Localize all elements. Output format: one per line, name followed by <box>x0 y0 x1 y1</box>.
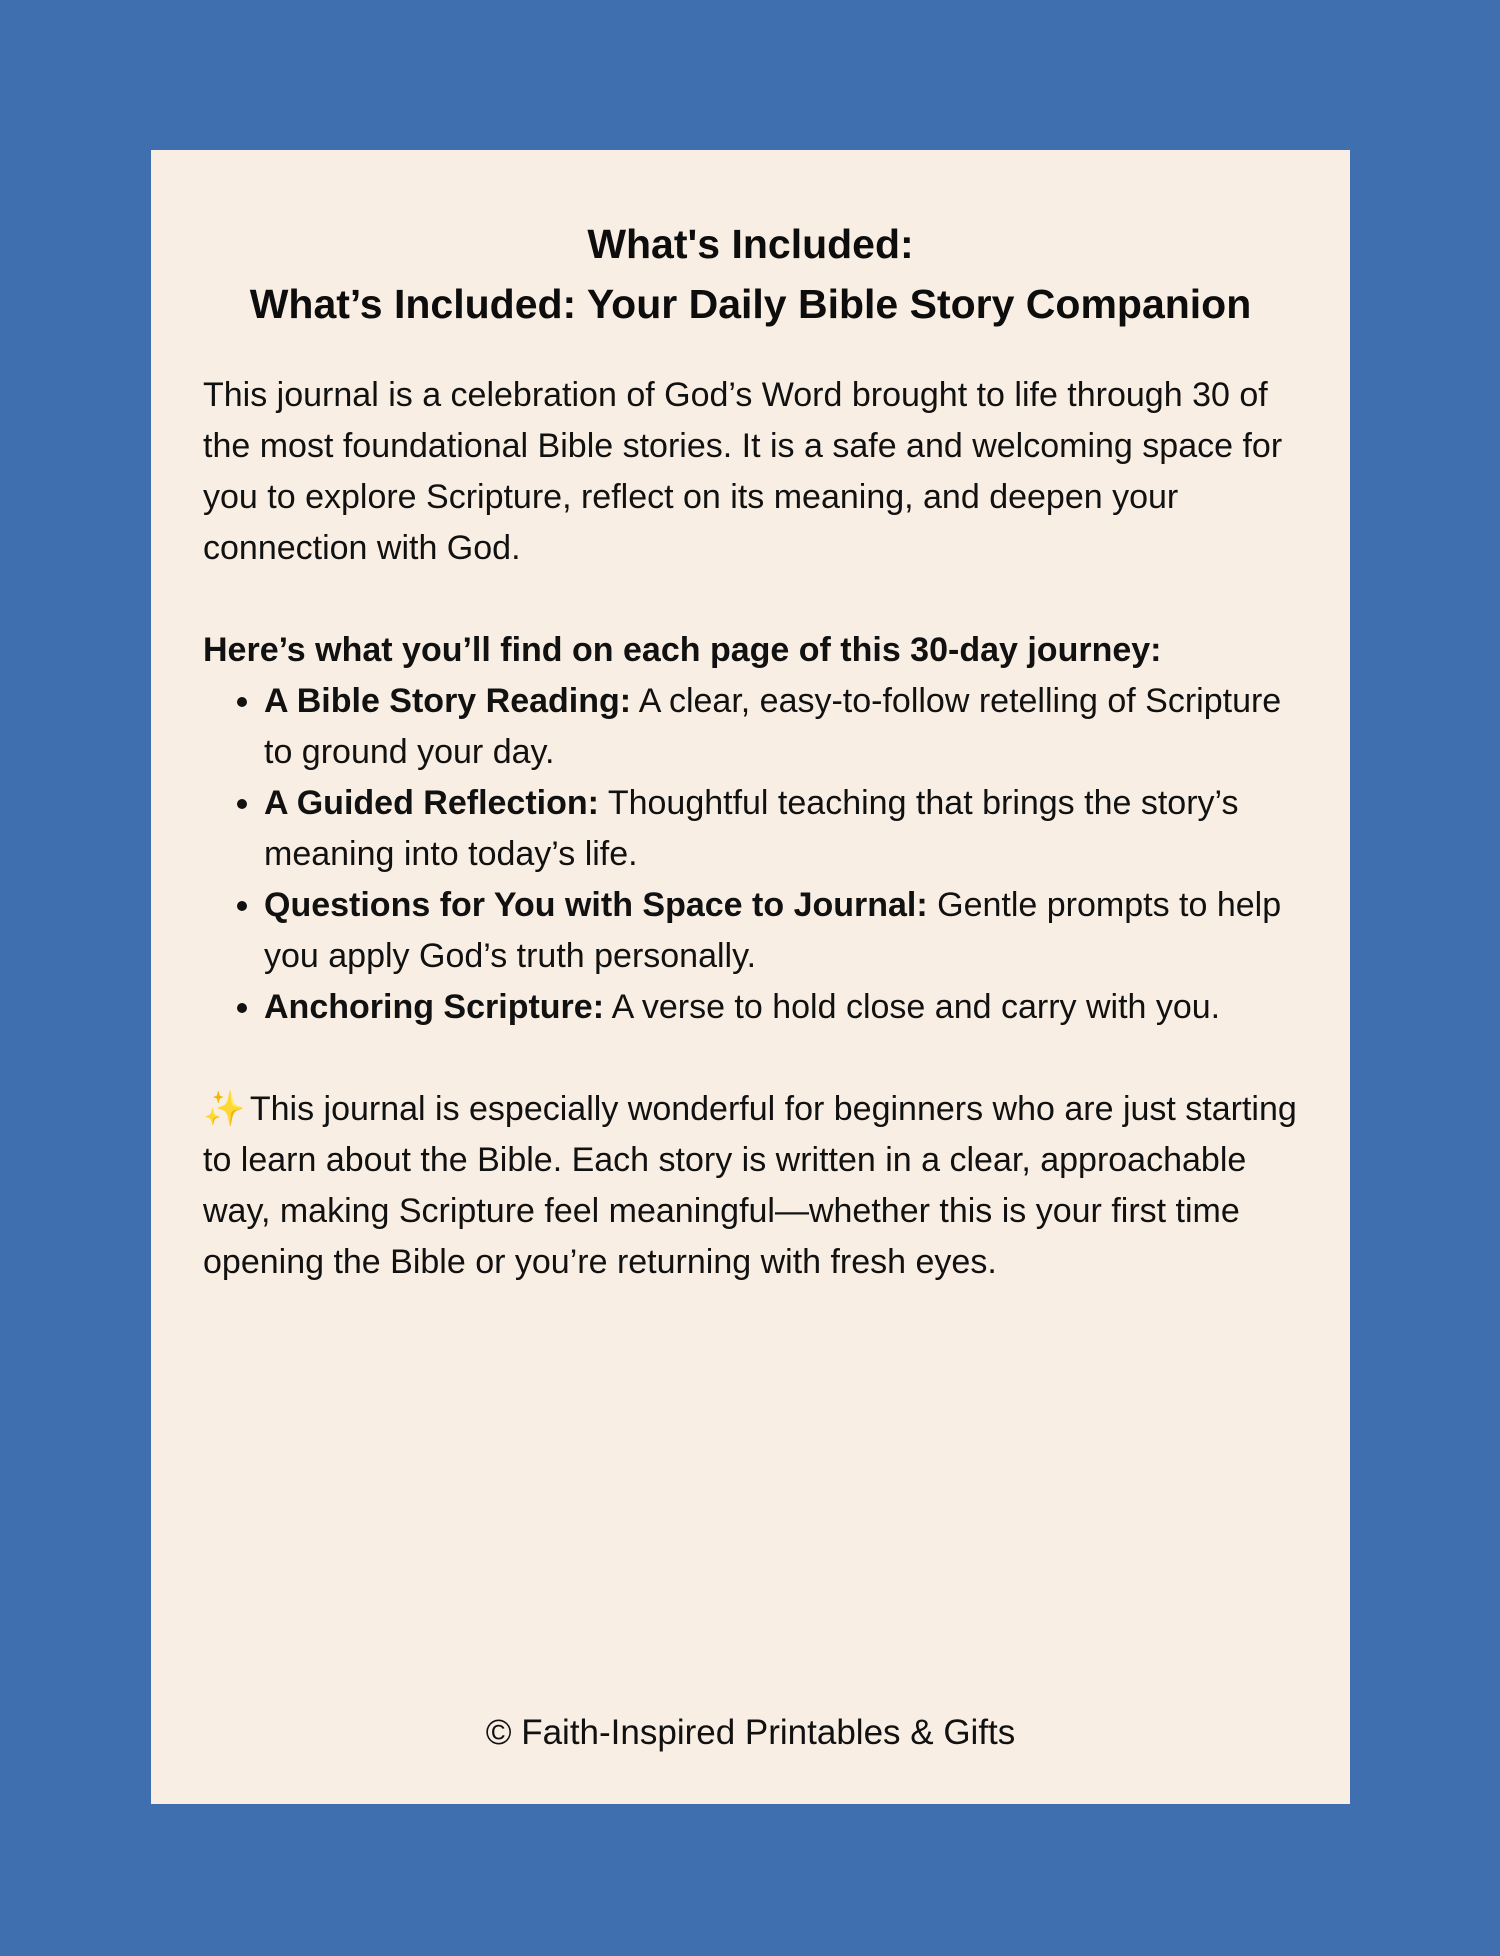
list-item <box>264 982 1298 1033</box>
feature-label: A Guided Reflection: <box>264 784 599 822</box>
intro-paragraph: This journal is a celebration of God’s Word brought to life through 30 of the most foundational Bible stories. It is a safe and welcoming space for you to explore Scripture, reflect on its meaning, and deepen your connection with God. <box>203 376 1283 567</box>
list-item <box>264 778 1298 880</box>
feature-label: Questions for You with Space to Journal: <box>264 886 928 924</box>
list-heading: Here’s what you’ll find on each page of this 30-day journey: <box>203 631 1162 669</box>
list-item <box>264 880 1298 982</box>
beginner-note <box>203 1084 1298 1288</box>
copyright-footer: © Faith-Inspired Printables & Gifts <box>485 1713 1016 1752</box>
content-card <box>151 150 1350 1804</box>
list-item <box>264 676 1298 778</box>
feature-label: Anchoring Scripture: <box>264 988 605 1026</box>
feature-label: A Bible Story Reading: <box>264 682 632 720</box>
feature-text: A clear, easy-to-follow retelling of Scripture to ground your day. <box>264 682 1282 771</box>
title-line-2: What’s Included: Your Daily Bible Story Companion <box>249 281 1252 327</box>
feature-list <box>203 676 1298 1033</box>
title-line-1: What's Included: <box>587 221 914 267</box>
sparkles-icon: ✨ <box>203 1090 246 1128</box>
feature-text: Thoughtful teaching that brings the story’s meaning into today’s life. <box>264 784 1239 873</box>
feature-text: A verse to hold close and carry with you. <box>604 988 1221 1026</box>
note-text: This journal is especially wonderful for beginners who are just starting to learn about the Bible. Each story is written in a clear, approachable way, making Scripture feel meaningful—whether this is your first time opening the Bible or you’re returning with fresh eyes. <box>203 1090 1297 1281</box>
page-title <box>203 214 1298 334</box>
feature-text: Gentle prompts to help you apply God’s truth personally. <box>264 886 1282 975</box>
